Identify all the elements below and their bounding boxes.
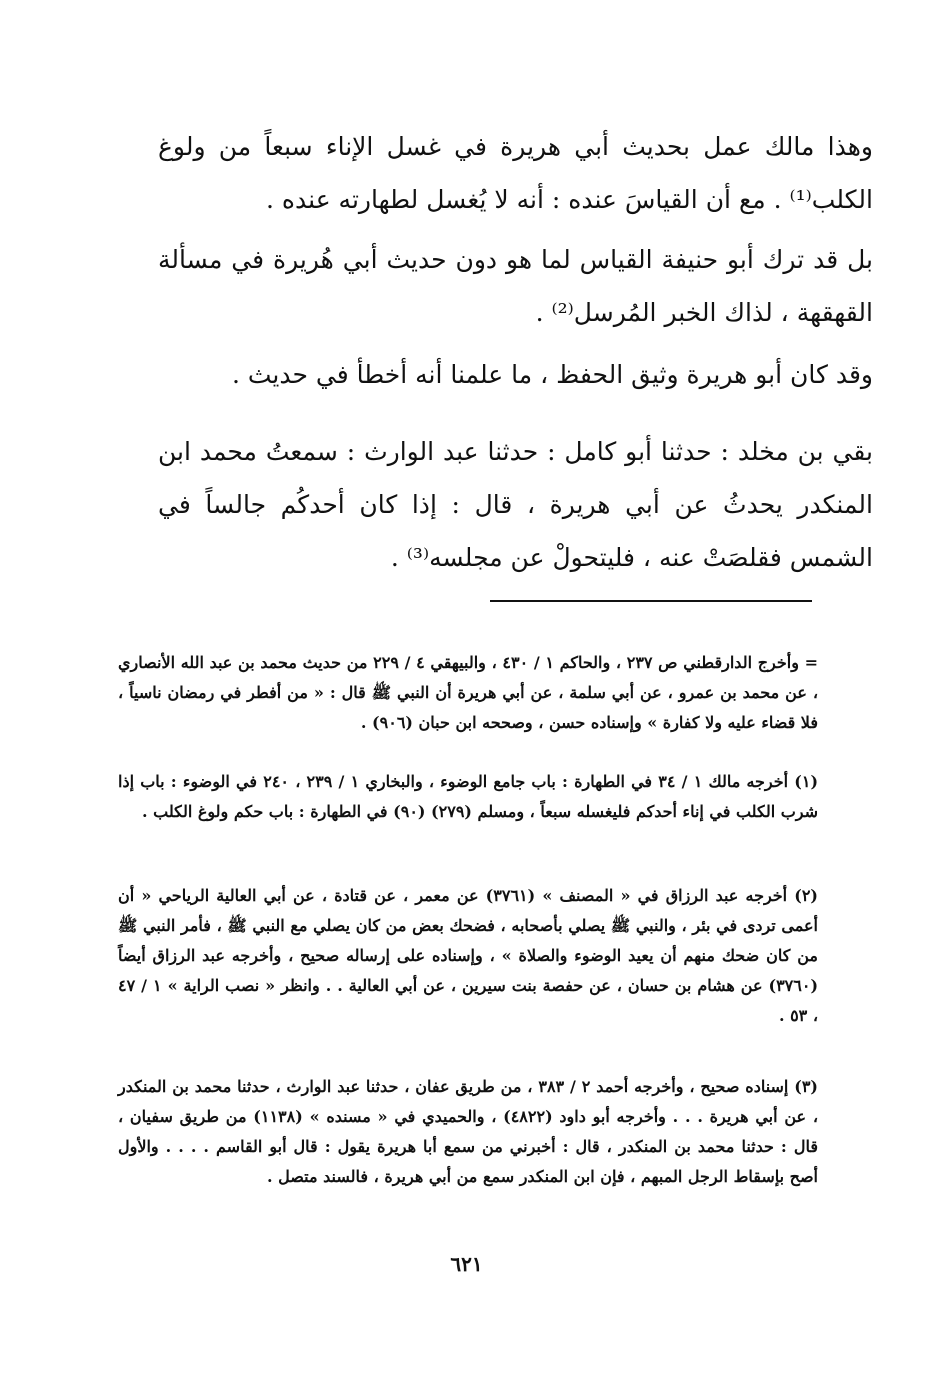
footnote-1: (١) أخرجه مالك ١ / ٣٤ في الطهارة : باب جامع الوضوء ، والبخاري ١ / ٢٣٩ ، ٢٤٠ في الوضوء : باب إذا شرب الكلب في إناء أحدكم فليغسله سبعاً ، ومسلم (٢٧٩) (٩٠) في الطهارة : باب حكم ولوغ الكلب . bbox=[118, 772, 819, 821]
main-paragraph-3: وقد كان أبو هريرة وثيق الحفظ ، ما علمنا أنه أخطأ في حديث . bbox=[231, 360, 873, 389]
page-number: ٦٢١ bbox=[450, 1252, 483, 1276]
main-paragraph-4: بقي بن مخلد : حدثنا أبو كامل : حدثنا عبد الوارث : سمعتُ محمد ابن المنكدر يحدثُ عن أبي هريرة ، قال : إذا كان أحدكُم جالساً في الشمس فقلصَتْ عنه ، فليتحولْ عن مجلسه⁽³⁾ . bbox=[158, 437, 873, 572]
footnote-3: (٣) إسناده صحيح ، وأخرجه أحمد ٢ / ٣٨٣ ، من طريق عفان ، حدثنا عبد الوارث ، حدثنا محمد بن المنكدر ، عن أبي هريرة . . . وأخرجه أبو داود (٤٨٢٢) ، والحميدي في « مسنده » (١١٣٨) من طريق سفيان ، قال : حدثنا محمد بن المنكدر ، قال : أخبرني من سمع أبا هريرة يقول : قال أبو القاسم . . . . والأول أصح بإسقاط الرجل المبهم ، فإن ابن المنكدر سمع من أبي هريرة ، فالسند متصل . bbox=[118, 1077, 819, 1186]
footnote-continuation: = وأخرج الدارقطني ص ٢٣٧ ، والحاكم ١ / ٤٣٠ ، والبيهقي ٤ / ٢٢٩ من حديث محمد بن عبد الله الأنصاري ، عن محمد بن عمرو ، عن أبي سلمة ، عن أبي هريرة أن النبي ﷺ قال : « من أفطر في رمضان ناسياً ، فلا قضاء عليه ولا كفارة » وإسناده حسن ، وصححه ابن حبان (٩٠٦) . bbox=[118, 653, 819, 732]
footnote-2: (٢) أخرجه عبد الرزاق في « المصنف » (٣٧٦١) عن معمر ، عن قتادة ، عن أبي العالية الرياحي « أن أعمى تردى في بئر ، والنبي ﷺ يصلي بأصحابه ، فضحك بعض من كان يصلي مع النبي ﷺ ، فأمر النبي ﷺ من كان ضحك منهم أن يعيد الوضوء والصلاة » ، وإسناده على إرساله صحيح ، وأخرجه عبد الرزاق أيضاً (٣٧٦٠) عن هشام بن حسان ، عن حفصة بنت سيرين ، عن أبي العالية . . وانظر « نصب الراية » ١ / ٤٧ ، ٥٣ . bbox=[118, 886, 819, 1025]
footnote-separator bbox=[490, 600, 812, 602]
main-paragraph-1: وهذا مالك عمل بحديث أبي هريرة في غسل الإناء سبعاً من ولوغ الكلب⁽¹⁾ . مع أن القياسَ عنده : أنه لا يُغسل لطهارته عنده . bbox=[158, 132, 873, 214]
main-paragraph-2: بل قد ترك أبو حنيفة القياس لما هو دون حديث أبي هُريرة في مسألة القهقهة ، لذاك الخبر المُرسل⁽²⁾ . bbox=[158, 245, 873, 327]
